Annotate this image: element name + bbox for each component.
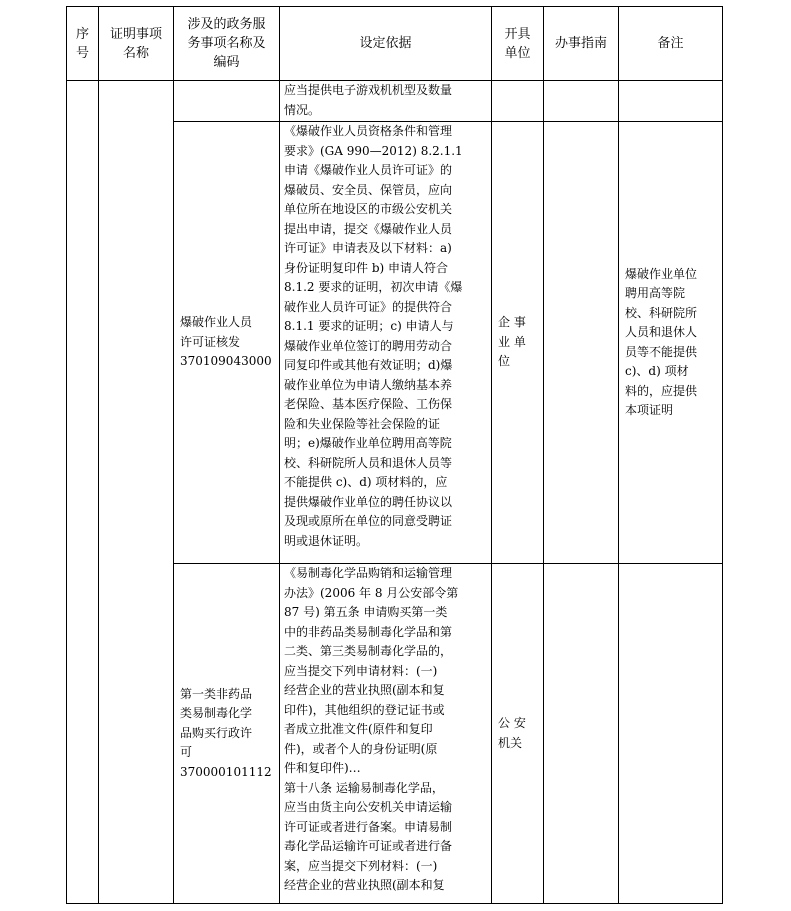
header-guide: 办事指南 [544,7,619,81]
table-row [67,81,723,122]
header-note: 备注 [619,7,723,81]
header-cert-name: 证明事项 名称 [99,7,174,81]
note-cell: 爆破作业单位 聘用高等院 校、科研院所 人员和退休人 员等不能提供 c)、d) 项材 料的，应提供 本项证明 [619,122,723,564]
guide-cell [544,564,619,904]
issuer-cell: 企 事 业 单 位 [492,122,544,564]
header-basis: 设定依据 [280,7,492,81]
document-table [66,6,723,904]
guide-cell [544,81,619,122]
header-issuer: 开具 单位 [492,7,544,81]
service-cell: 第一类非药品 类易制毒化学 品购买行政许 可 370000101112 [174,564,280,904]
seq-cell [67,81,99,904]
header-seq: 序 号 [67,7,99,81]
note-cell [619,81,723,122]
basis-cell: 《爆破作业人员资格条件和管理 要求》(GA 990—2012) 8.2.1.1 申请《爆破作业人员许可证》的 爆破员、安全员、保管员，应向 单位所在地设区的市级公安机关 提出申请，提交《爆破作业人员 许可证》申请表及以下材料：a) 身份证明复印件 b) 申请人符合 8.1.2 要求的证明，初次申请《爆 破作业人员许可证》的提供符合 8.1.1 要求的证明；c) 申请人与 爆破作业单位签订的聘用劳动合 同复印件或其他有效证明；d)爆 破作业单位为申请人缴纳基本养 老保险、基本医疗保险、工伤保 险和失业保险等社会保险的证 明；e)爆破作业单位聘用高等院 校、科研院所人员和退休人员等 不能提供 c)、d) 项材料的，应 提供爆破作业单位的聘任协议以 及现或原所在单位的同意受聘证 明或退休证明。 [280,122,492,564]
guide-cell [544,122,619,564]
header-row [67,7,723,81]
service-cell: 爆破作业人员 许可证核发 370109043000 [174,122,280,564]
header-service: 涉及的政务服 务事项名称及 编码 [174,7,280,81]
note-cell [619,564,723,904]
cert-name-cell [99,81,174,904]
basis-cell: 《易制毒化学品购销和运输管理 办法》(2006 年 8 月公安部令第 87 号) 第五条 申请购买第一类 中的非药品类易制毒化学品和第 二类、第三类易制毒化学品的， 应当提交下列申请材料：(一) 经营企业的营业执照(副本和复 印件)，其他组织的登记证书或 者成立批准文件(原件和复印 件)，或者个人的身份证明(原 件和复印件)… 第十八条 运输易制毒化学品， 应当由货主向公安机关申请运输 许可证或者进行备案。申请易制 毒化学品运输许可证或者进行备 案，应当提交下列材料：(一) 经营企业的营业执照(副本和复 [280,564,492,904]
service-cell [174,81,280,122]
issuer-cell: 公 安 机关 [492,564,544,904]
issuer-cell [492,81,544,122]
basis-cell: 应当提供电子游戏机机型及数量 情况。 [280,81,492,122]
